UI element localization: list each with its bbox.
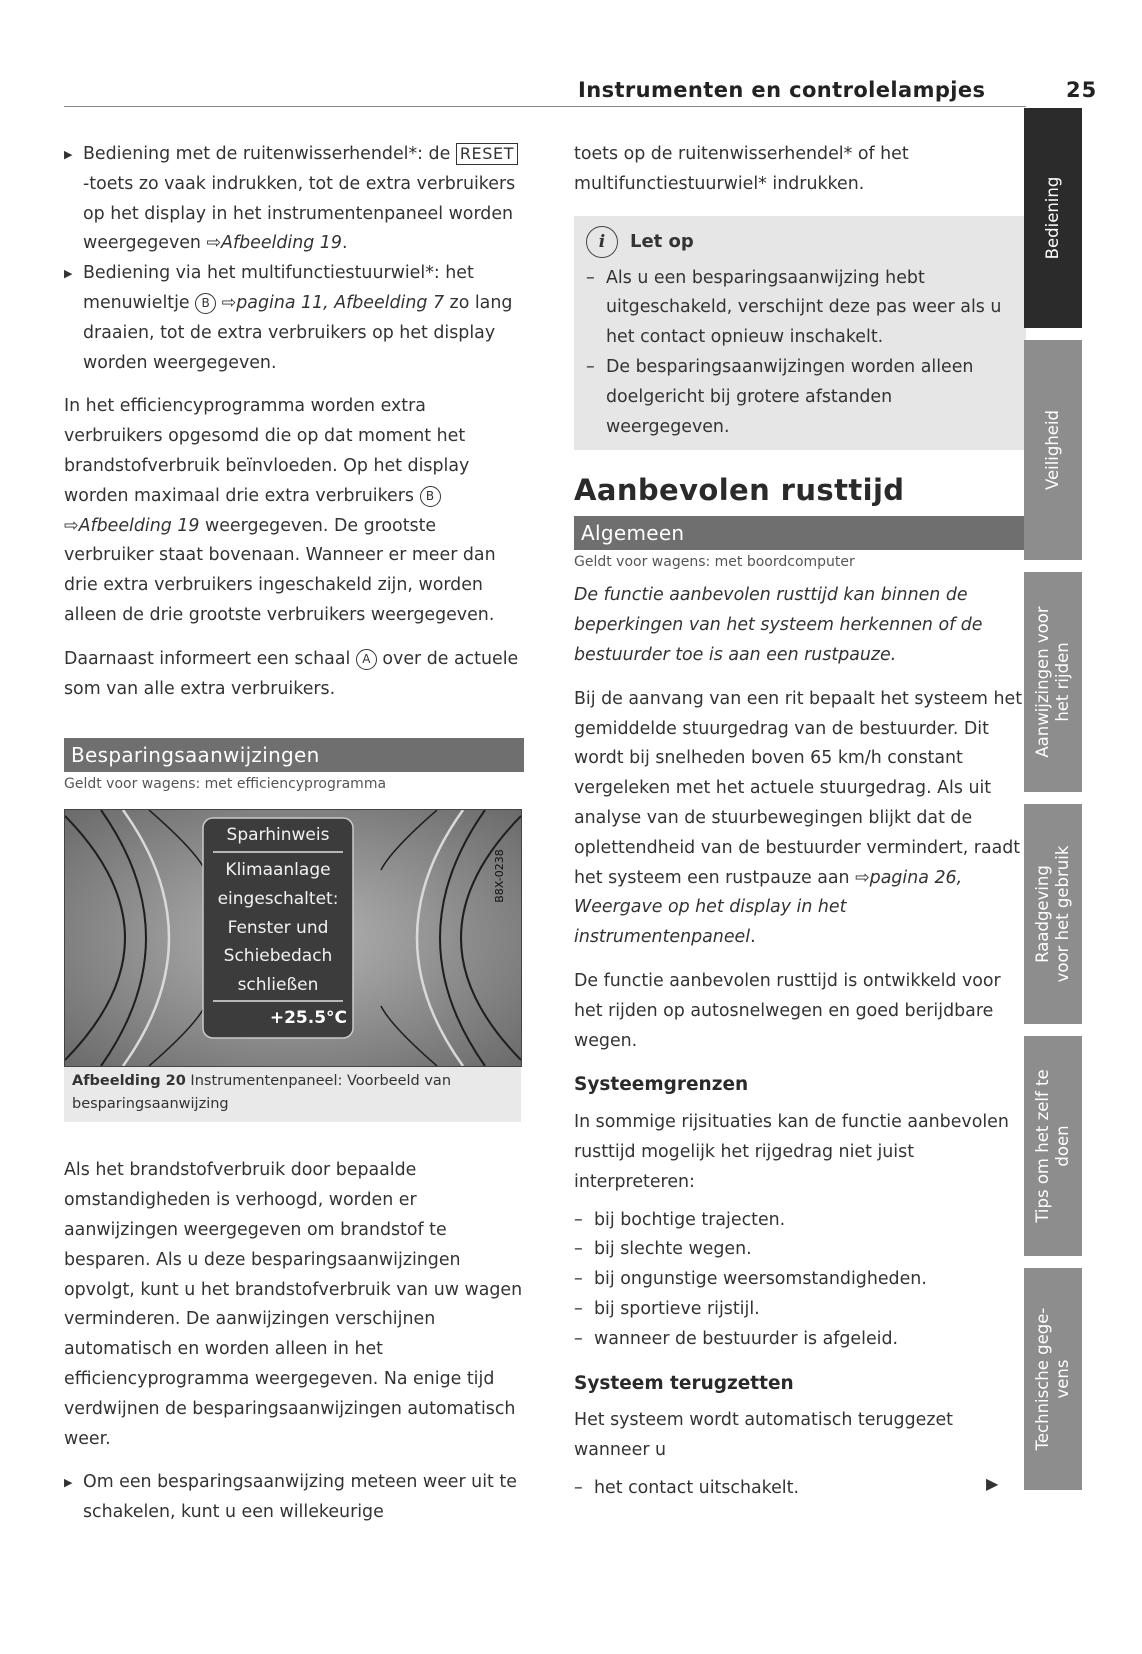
note-title: Let op	[630, 230, 694, 252]
display-temperature: +25.5°C	[269, 1008, 347, 1029]
tab-raadgeving-gebruik[interactable]: Raadgeving voor het gebruik	[1024, 804, 1082, 1024]
paragraph-limits-intro: In sommige rijsituaties kan de functie aanbevolen rusttijd mogelijk het rijgedrag niet juist interpreteren:	[574, 1112, 1009, 1192]
note-box	[574, 216, 1026, 451]
continued-text: toets op de ruitenwisserhendel* of het multifunctiestuurwiel* indrukken.	[574, 144, 909, 194]
right-column	[574, 140, 1026, 1504]
figure-caption: Afbeelding 20 Instrumentenpaneel: Voorbeeld van besparingsaanwijzing	[64, 1067, 521, 1122]
subheading-limits: Systeemgrenzen	[574, 1074, 749, 1096]
bullet-wiper-lever: ▶ Bediening met de ruitenwisserhendel*: de RESET-toets zo vaak indrukken, tot de extra verbruikers op het display in het instrumentenpaneel worden weergegeven ⇨Afbeelding 19.	[64, 140, 524, 259]
paragraph-extra-consumers: In het efficiencyprogramma worden extra verbruikers opgesomd die op dat moment het brandstofverbruik beïnvloeden. Op het display worden maximaal drie extra verbruikers B ⇨Afbeelding 19 weergegeven. De grootste verbruiker staat bovenaan. Wanneer er meer dan drie extra verbruikers ingeschakeld zijn, worden alleen de drie grootste verbruikers weergegeven.	[64, 396, 496, 625]
circle-label-b: B	[420, 486, 441, 507]
display-line: eingeschaltet:	[217, 888, 339, 909]
subheading-reset: Systeem terugzetten	[574, 1372, 794, 1394]
paragraph-scale: Daarnaast informeert een schaal A over de actuele som van alle extra verbruikers.	[64, 648, 519, 699]
figure-code: B8X-0238	[492, 849, 506, 904]
limit-item: – wanneer de bestuurder is afgeleid.	[574, 1328, 899, 1349]
paragraph-reset-intro: Het systeem wordt automatisch teruggezet wanneer u	[574, 1410, 953, 1461]
note-header	[586, 222, 1014, 264]
paragraph-system-function: Bij de aanvang van een rit bepaalt het systeem het gemiddelde stuurgedrag van de bestuurder. Dit wordt bij snelheden boven 65 km/h constant vergeleken met het actuele stuurgedrag. Als uit analyse van de stuurbewegingen blijkt dat de oplettendheid van de bestuurder vermindert, raadt het systeem een rustpauze aan ⇨pagina 26, Weergave op het display in het instrumentenpaneel.	[574, 688, 1023, 948]
ref-page-26[interactable]: ⇨pagina 26, Weergave op het display in het instrumentenpaneel	[574, 867, 963, 948]
applies-to: Geldt voor wagens: met efficiencyprogramma	[64, 776, 387, 793]
circle-label-a: A	[356, 649, 377, 670]
figure-instrument-panel	[64, 809, 522, 1067]
header-rule	[64, 106, 1026, 107]
page-number: 25	[1066, 78, 1098, 102]
tab-tips-zelf-doen[interactable]: Tips om het zelf te doen	[1024, 1036, 1082, 1256]
reset-item: – het contact uitschakelt.	[574, 1477, 799, 1498]
display-line: Schiebedach	[223, 946, 333, 967]
limit-item: – bij bochtige trajecten.	[574, 1209, 786, 1230]
continue-arrow-icon: ▶	[986, 1474, 999, 1493]
tab-veiligheid[interactable]: Veiligheid	[1024, 340, 1082, 560]
display-line: Klimaanlage	[225, 860, 331, 881]
bullet-multifunction-wheel: ▶ Bediening via het multifunctiestuurwiel*: het menuwieltje B ⇨pagina 11, Afbeelding 7 zo lang draaien, tot de extra verbruikers op het display worden weergegeven.	[64, 259, 524, 378]
circle-label-b: B	[195, 293, 216, 314]
section-heading-rest: Aanbevolen rusttijd	[574, 473, 905, 508]
applies-to: Geldt voor wagens: met boordcomputer	[574, 554, 855, 571]
paragraph-usage: De functie aanbevolen rusttijd is ontwikkeld voor het rijden op autosnelwegen en goed berijdbare wegen.	[574, 970, 1001, 1051]
note-item: – De besparingsaanwijzingen worden alleen doelgericht bij grotere afstanden weergegeven.	[586, 356, 974, 437]
note-item: – Als u een besparingsaanwijzing hebt uitgeschakeld, verschijnt deze pas weer als u het contact opnieuw inschakelt.	[586, 267, 1002, 348]
display-message	[203, 856, 353, 999]
info-icon: i	[586, 226, 618, 258]
paragraph-savings-info: Als het brandstofverbruik door bepaalde omstandigheden is verhoogd, worden er aanwijzingen weergegeven om brandstof te besparen. Als u deze besparingsaanwijzingen opvolgt, kunt u het brandstofverbruik van uw wagen verminderen. De aanwijzingen verschijnen automatisch en worden alleen in het efficiencyprogramma weergegeven. Na enige tijd verdwijnen de besparingsaanwijzingen automatisch weer.	[64, 1160, 523, 1449]
display-line: schließen	[237, 974, 319, 995]
bullet-disable-hint: ▶ Om een besparingsaanwijzing meteen weer uit te schakelen, kunt u een willekeurige	[64, 1468, 524, 1528]
lead-paragraph: De functie aanbevolen rusttijd kan binnen de beperkingen van het systeem herkennen of de bestuurder toe is aan een rustpauze.	[574, 585, 983, 665]
section-bar-general: Algemeen	[574, 516, 1026, 550]
tab-bediening[interactable]: Bediening	[1024, 108, 1082, 328]
bullet-triangle-icon: ▶	[64, 267, 73, 281]
limit-item: – bij slechte wegen.	[574, 1239, 752, 1260]
tab-technische-gegevens[interactable]: Technische gege- vens	[1024, 1268, 1082, 1490]
reset-key: RESET	[456, 143, 518, 165]
ref-page-11[interactable]: ⇨pagina 11, Afbeelding 7	[216, 292, 445, 313]
ref-figure-19[interactable]: ⇨Afbeelding 19	[206, 233, 342, 254]
ref-figure-19[interactable]: ⇨Afbeelding 19	[64, 515, 200, 536]
display-title: Sparhinweis	[226, 825, 330, 846]
tab-aanwijzingen-rijden[interactable]: Aanwijzingen voor het rijden	[1024, 572, 1082, 792]
running-header: Instrumenten en controlelampjes	[578, 78, 986, 102]
bullet-triangle-icon: ▶	[64, 1476, 73, 1490]
left-column	[64, 140, 524, 1528]
display-line: Fenster und	[227, 917, 329, 938]
limit-item: – bij ongunstige weersomstandigheden.	[574, 1269, 927, 1290]
bullet-triangle-icon: ▶	[64, 148, 73, 161]
limit-item: – bij sportieve rijstijl.	[574, 1298, 760, 1319]
section-bar-savings: Besparingsaanwijzingen	[64, 738, 524, 772]
